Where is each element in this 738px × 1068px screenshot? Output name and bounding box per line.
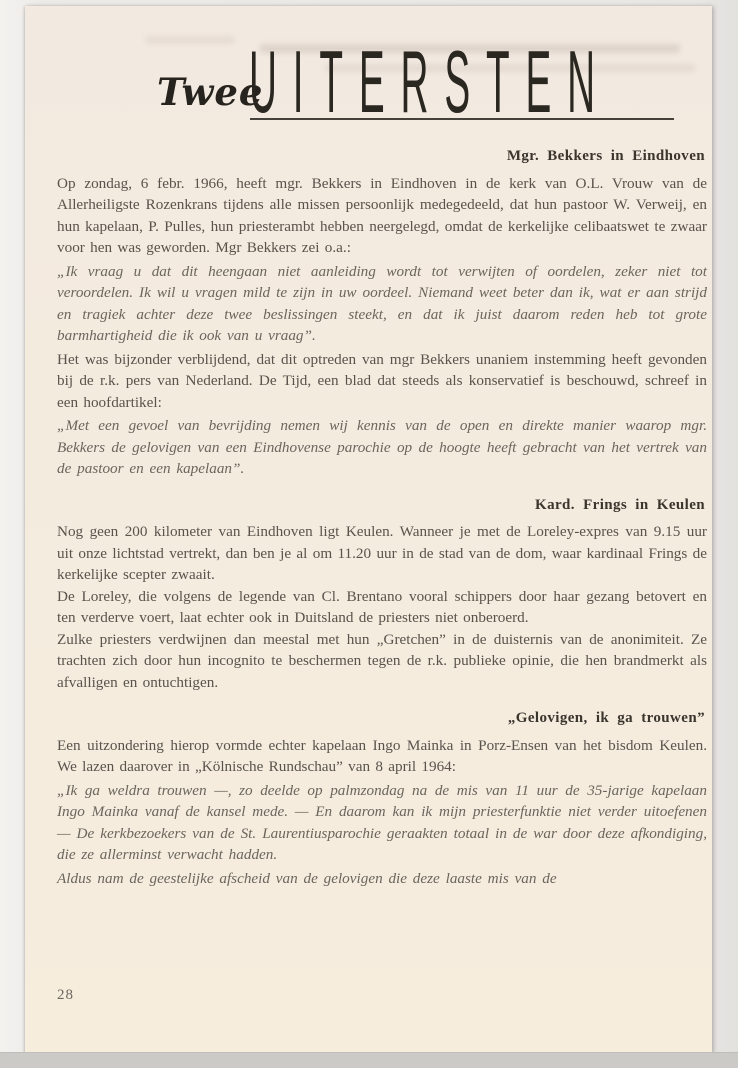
section-heading: „Gelovigen, ik ga trouwen” [507,710,705,726]
article-content [57,146,707,891]
book-page [25,6,712,1053]
quote-paragraph: Aldus nam de geestelijke afscheid van de gelovigen die deze laaste mis van de [57,869,557,887]
title-rule [250,118,674,120]
page-number: 28 [57,987,74,1003]
section-heading: Mgr. Bekkers in Eindhoven [506,148,705,164]
quote-paragraph: „Ik ga weldra trouwen —, zo deelde op palmzondag na de mis van 11 uur de 35-jarige kapelaan Ingo Mainka vanaf de kansel mede. — En daarom kan ik mijn priesterfunktie niet verder uitoefenen — De kerkbezoekers van de St. Laurentiusparochie geraakten totaal in de war door deze afkondiging, die ze allerminst verwacht hadden. [57,781,707,863]
quote-paragraph: „Met een gevoel van bevrijding nemen wij kennis van de open en direkte manier waarop mgr. Bekkers de gelovigen van een Eindhovense parochie op de hoogte heeft gebracht van het vertrek van de pastoor en een kapelaan”. [57,417,707,477]
section-heading: Kard. Frings in Keulen [535,496,705,513]
scan-bottom-edge [0,1052,738,1068]
paragraph: Zulke priesters verdwijnen dan meestal met hun „Gretchen” in de duisternis van de anonimiteit. Ze trachten zich door hun incognito te beschermen tegen de r.k. publieke opinie, die hen brandmerkt als afvalligen en ontuchtigen. [57,630,707,691]
paragraph: De Loreley, die volgens de legende van Cl. Brentano vooral schippers door haar gezang betovert en ten verderve voert, laat echter ook in Duitsland de priesters niet onberoerd. [57,587,707,626]
quote-paragraph: „Ik vraag u dat dit heengaan niet aanleiding wordt tot verwijten of oordelen, zeker niet tot veroordelen. Ik wil u vragen mild te zijn in uw oordeel. Niemand weet beter dan ik, wat er aan strijd en tragiek achter deze twee beslissingen steekt, en dat ik juist daarom reden heb tot grote barmhartigheid die ik ook van u vraag”. [57,262,707,344]
paragraph: Het was bijzonder verblijdend, dat dit optreden van mgr Bekkers unaniem instemming heeft gevonden bij de r.k. pers van Nederland. De Tijd, een blad dat steeds als konservatief is beschouwd, schreef in een hoofdartikel: [57,350,707,411]
article-title-script: Twee [157,70,264,114]
paragraph: Nog geen 200 kilometer van Eindhoven ligt Keulen. Wanneer je met de Loreley-expres van 9.15 uur uit onze lichtstad vertrekt, dan ben je al om 11.20 uur in de stad van de dom, waar kardinaal Frings de kerkelijke scepter zwaait. [57,523,707,583]
show-through-smudge [145,36,235,44]
article-title-display: UITERSTEN [249,32,611,131]
paragraph: Een uitzondering hierop vormde echter kapelaan Ingo Mainka in Porz-Ensen van het bisdom Keulen. We lazen daarover in „Kölnische Rundschau” van 8 april 1964: [57,736,707,775]
paragraph: Op zondag, 6 febr. 1966, heeft mgr. Bekkers in Eindhoven in de kerk van O.L. Vrouw van de Allerheiligste Rozenkrans tijdens alle missen persoonlijk medegedeeld, dat hun pastoor W. Verweij, en hun kapelaan, P. Pulles, hun priesterambt hebben neergelegd, omdat de kerkelijke celibaatswet te zwaar voor hen was geworden. Mgr Bekkers zei o.a.: [57,174,707,256]
